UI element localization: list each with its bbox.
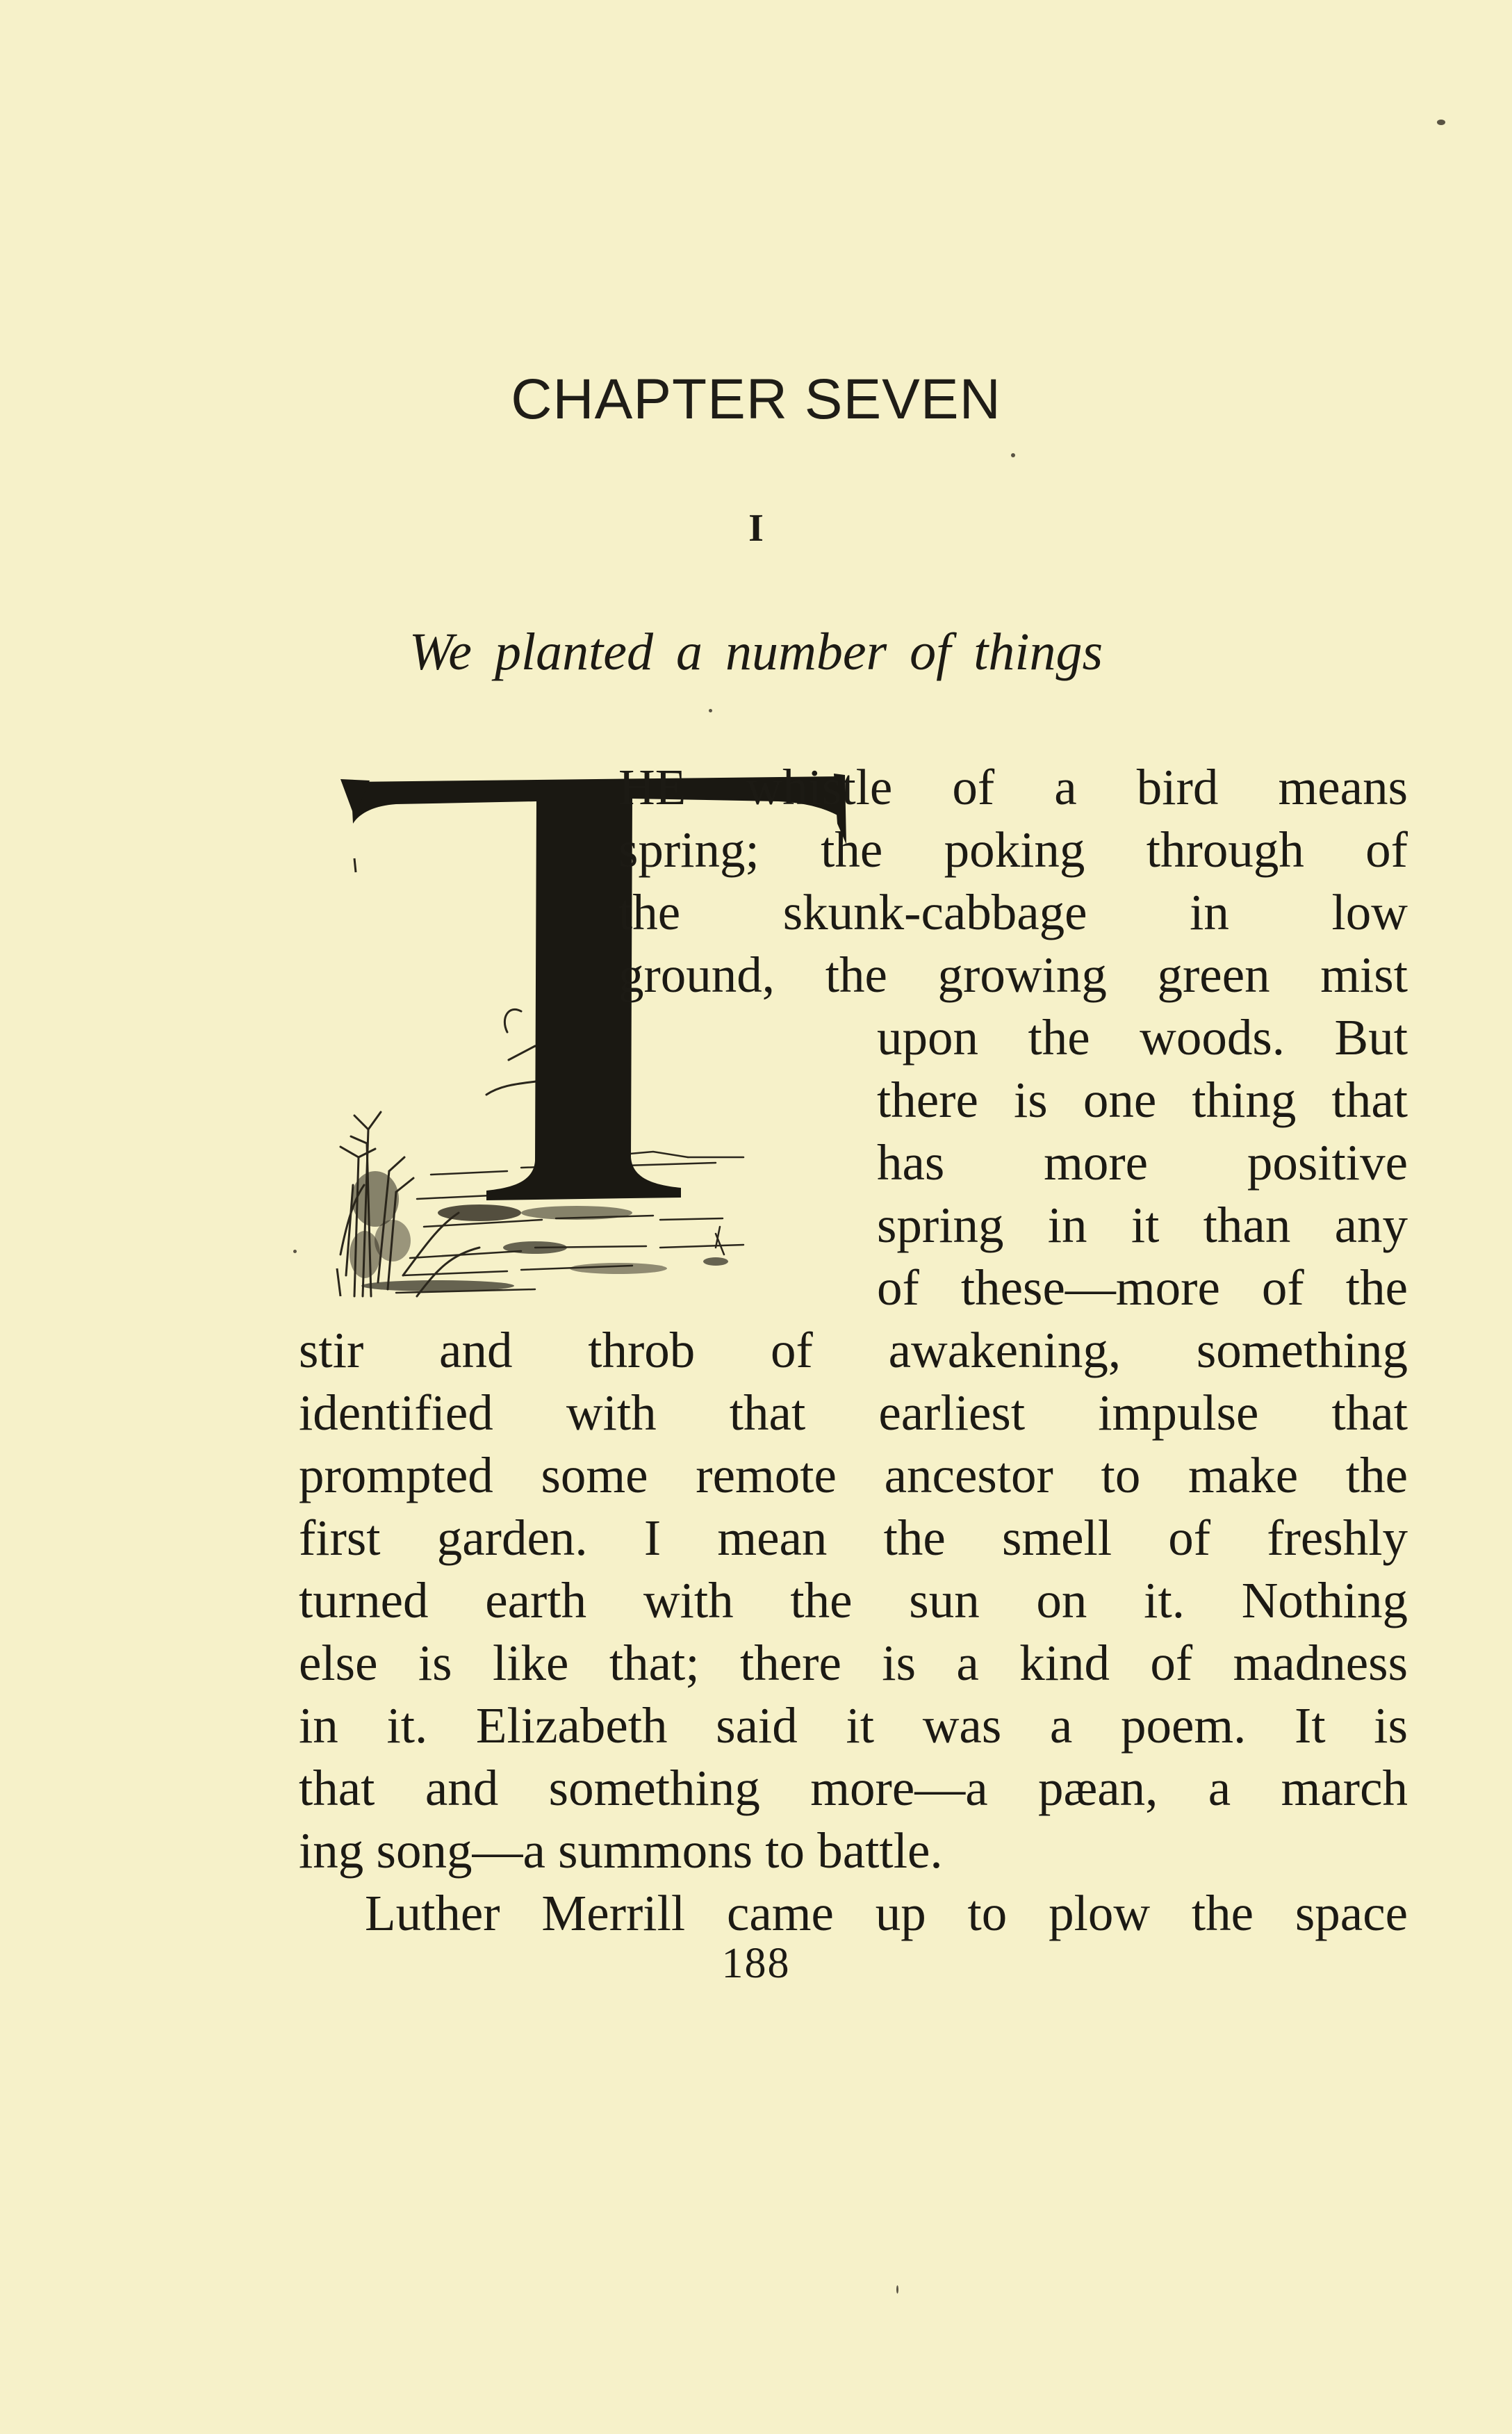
text-line: spring; the poking through of (618, 822, 1408, 878)
text-line: identified with that earliest impulse that (299, 1385, 1408, 1441)
text-line: of these—more of the (877, 1259, 1408, 1316)
text-line: there is one thing that (877, 1072, 1408, 1128)
speck (896, 2285, 898, 2294)
page-number: 188 (721, 1940, 791, 1987)
text-line: stir and throb of awakening, something (299, 1322, 1408, 1378)
text-line: ing song—a summons to battle. (299, 1822, 943, 1879)
text-line: HE whistle of a bird means (618, 759, 1408, 815)
text-line: spring in it than any (877, 1197, 1408, 1253)
text-line: prompted some remote ancestor to make the (299, 1447, 1408, 1503)
text-line: upon the woods. But (877, 1009, 1408, 1065)
text-line: first garden. I mean the smell of freshly (299, 1510, 1408, 1566)
text-line: ground, the growing green mist (618, 947, 1408, 1003)
speck (709, 709, 712, 712)
text-line: else is like that; there is a kind of madness (299, 1635, 1408, 1691)
text-line: turned earth with the sun on it. Nothing (299, 1572, 1408, 1628)
text-column-full (299, 1319, 1408, 1945)
speck (293, 1250, 297, 1253)
chapter-title: CHAPTER SEVEN (511, 368, 1001, 431)
text-line: in it. Elizabeth said it was a poem. It is (299, 1697, 1408, 1754)
section-title: We planted a number of things (409, 623, 1103, 681)
speck (1437, 120, 1445, 125)
section-number: I (748, 507, 764, 550)
speck (1011, 453, 1015, 457)
text-column-upper (618, 756, 1408, 1006)
text-line: the skunk-cabbage in low (618, 884, 1408, 940)
text-line: that and something more—a pæan, a march (299, 1760, 1408, 1816)
text-line: has more positive (877, 1134, 1408, 1191)
text-column-middle (877, 1006, 1408, 1319)
paragraph-start-line: Luther Merrill came up to plow the space (365, 1885, 1408, 1941)
